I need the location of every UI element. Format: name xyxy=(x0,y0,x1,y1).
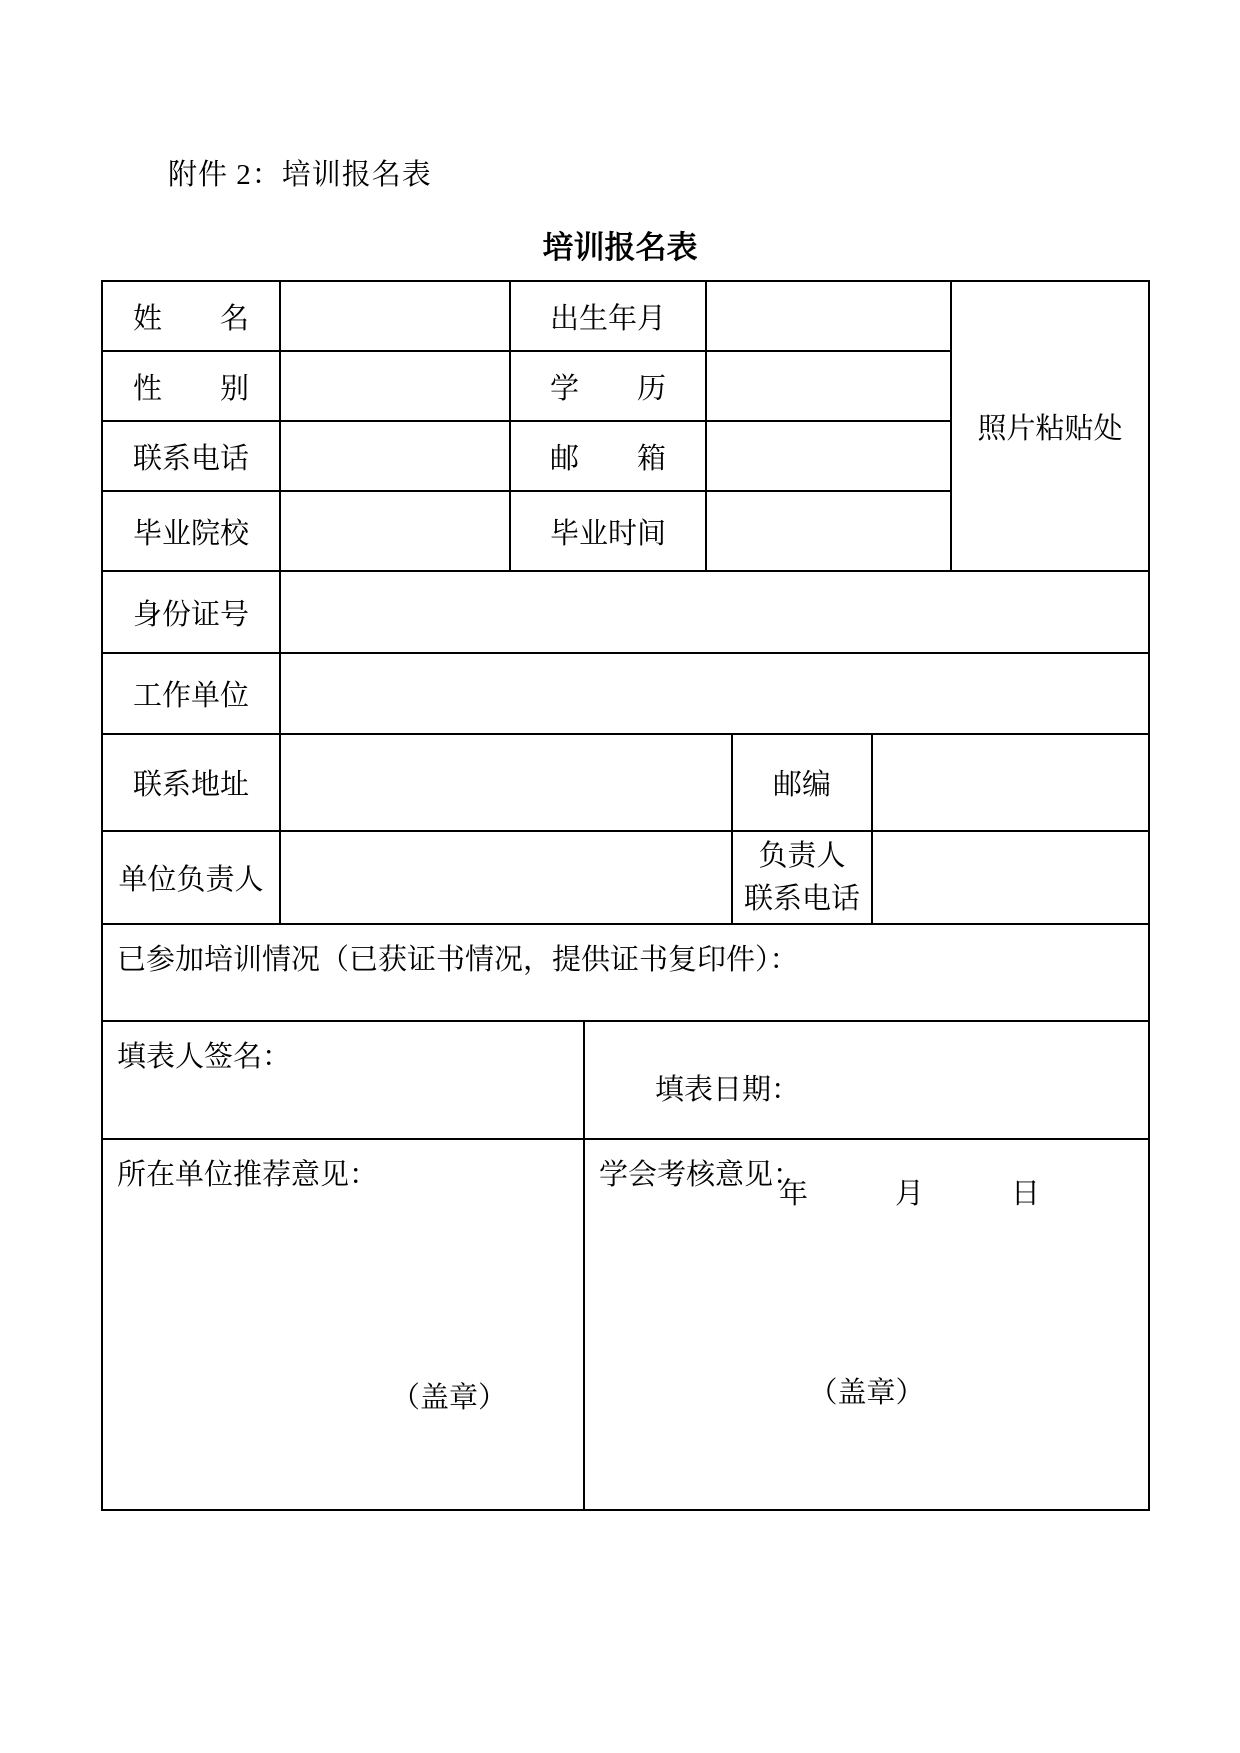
attachment-heading: 附件 2：培训报名表 xyxy=(168,159,432,191)
basic-info-section xyxy=(103,282,1148,572)
unit-recommendation-area[interactable] xyxy=(103,1140,585,1509)
email-label: 邮 箱 xyxy=(549,442,666,475)
row-unit-head xyxy=(103,832,1148,925)
birth-field[interactable] xyxy=(707,282,952,352)
grad-time-field[interactable] xyxy=(707,492,952,572)
basic-info-grid xyxy=(103,282,952,572)
phone-field[interactable] xyxy=(281,422,511,492)
head-phone-label-line2: 联系电话 xyxy=(743,882,860,915)
address-field[interactable] xyxy=(281,735,733,832)
education-label: 学 历 xyxy=(549,372,666,405)
signer-label: 填表人签名： xyxy=(117,1041,292,1073)
postcode-field[interactable] xyxy=(873,735,1148,832)
head-phone-label-cell xyxy=(733,832,873,925)
photo-paste-area[interactable] xyxy=(952,282,1148,572)
society-review-area[interactable] xyxy=(585,1140,1148,1509)
work-unit-label: 工作单位 xyxy=(132,680,249,712)
email-field[interactable] xyxy=(707,422,952,492)
training-history-area[interactable] xyxy=(103,925,1148,1022)
fill-date-label: 填表日期： xyxy=(655,1074,801,1106)
head-phone-field[interactable] xyxy=(873,832,1148,925)
work-unit-field[interactable] xyxy=(281,654,1148,735)
address-label: 联系地址 xyxy=(132,769,249,801)
school-label: 毕业院校 xyxy=(132,517,249,550)
unit-head-label-cell xyxy=(103,832,281,925)
row-phone-email xyxy=(103,422,952,492)
education-label-cell xyxy=(511,352,707,422)
phone-label: 联系电话 xyxy=(132,442,249,475)
grad-time-label-cell xyxy=(511,492,707,572)
row-opinions xyxy=(103,1140,1148,1509)
school-label-cell xyxy=(103,492,281,572)
address-label-cell xyxy=(103,735,281,832)
school-field[interactable] xyxy=(281,492,511,572)
row-address xyxy=(103,735,1148,832)
gender-label-cell xyxy=(103,352,281,422)
registration-form-table xyxy=(101,280,1150,1511)
unit-stamp-label: （盖章） xyxy=(391,1382,508,1414)
name-label-cell xyxy=(103,282,281,352)
grad-time-label: 毕业时间 xyxy=(549,517,666,550)
date-blanks-label: 年 月 日 xyxy=(778,1178,1040,1210)
education-field[interactable] xyxy=(707,352,952,422)
head-phone-label-line1: 负责人 xyxy=(758,840,846,873)
name-field[interactable] xyxy=(281,282,511,352)
name-label: 姓 名 xyxy=(132,302,249,335)
postcode-label: 邮编 xyxy=(772,769,831,801)
row-training-history xyxy=(103,925,1148,1022)
work-unit-label-cell xyxy=(103,654,281,735)
birth-label-cell xyxy=(511,282,707,352)
photo-paste-label: 照片粘贴处 xyxy=(977,412,1123,445)
row-work-unit xyxy=(103,654,1148,735)
gender-field[interactable] xyxy=(281,352,511,422)
birth-label: 出生年月 xyxy=(549,302,666,335)
society-review-label: 学会考核意见： xyxy=(599,1159,803,1191)
id-number-label: 身份证号 xyxy=(132,598,249,631)
unit-recommendation-label: 所在单位推荐意见： xyxy=(117,1159,379,1191)
unit-head-label: 单位负责人 xyxy=(118,864,264,896)
id-number-field[interactable] xyxy=(281,572,1148,654)
row-name-birth xyxy=(103,282,952,352)
postcode-label-cell xyxy=(733,735,873,832)
unit-head-field[interactable] xyxy=(281,832,733,925)
signer-signature-area[interactable] xyxy=(103,1022,585,1140)
gender-label: 性 别 xyxy=(132,372,249,405)
form-title: 培训报名表 xyxy=(542,230,698,265)
row-gender-education xyxy=(103,352,952,422)
training-history-label: 已参加培训情况（已获证书情况，提供证书复印件）： xyxy=(117,944,799,976)
row-id-number xyxy=(103,572,1148,654)
society-stamp-label: （盖章） xyxy=(808,1377,925,1409)
email-label-cell xyxy=(511,422,707,492)
row-school-gradtime xyxy=(103,492,952,572)
phone-label-cell xyxy=(103,422,281,492)
id-number-label-cell xyxy=(103,572,281,654)
